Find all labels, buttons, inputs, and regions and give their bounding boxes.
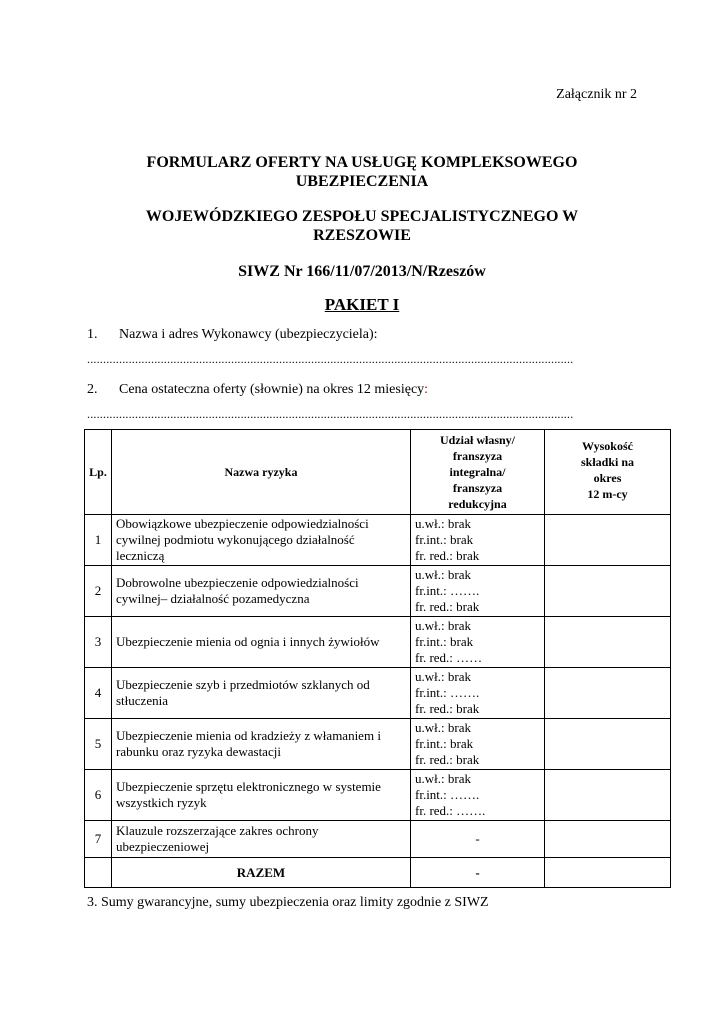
row-reduction-franchise: fr. red.: brak: [415, 701, 480, 716]
table-row: [85, 515, 671, 566]
row-own-share: u.wł.: brak: [415, 567, 471, 582]
row-premium-input[interactable]: [545, 821, 671, 858]
row-premium-input[interactable]: [545, 719, 671, 770]
header-deductible-line4: franszyza: [452, 481, 503, 495]
row-integral-franchise: fr.int.: brak: [415, 736, 474, 751]
header-premium-line4: 12 m-cy: [587, 487, 628, 501]
package-title: PAKIET I: [324, 295, 400, 314]
item-1-text: Nazwa i adres Wykonawcy (ubezpieczyciela):: [119, 327, 378, 342]
header-name: Nazwa ryzyka: [112, 430, 411, 515]
row-integral-franchise[interactable]: fr.int.: …….: [415, 583, 480, 598]
row-lp: 4: [85, 668, 112, 719]
row-deductible: [411, 515, 545, 566]
row-reduction-franchise: fr. red.: brak: [415, 752, 480, 767]
total-dash: -: [411, 858, 545, 888]
header-deductible-line5: redukcyjna: [448, 497, 507, 511]
row-deductible: [411, 719, 545, 770]
table-header-row: [85, 430, 671, 515]
row-reduction-franchise: fr. red.: brak: [415, 599, 480, 614]
row-own-share: u.wł.: brak: [415, 771, 471, 786]
header-deductible: [411, 430, 545, 515]
row-lp: 3: [85, 617, 112, 668]
item-1-number: 1.: [87, 327, 98, 342]
row-premium-input[interactable]: [545, 668, 671, 719]
institution-title-line2: RZESZOWIE: [313, 227, 411, 244]
risk-table: [84, 429, 671, 888]
header-deductible-line2: franszyza: [452, 449, 503, 463]
item-1: [87, 327, 378, 343]
header-deductible-line3: integralna/: [449, 465, 506, 479]
row-premium-input[interactable]: [545, 515, 671, 566]
institution-title-line1: WOJEWÓDZKIEGO ZESPOŁU SPECJALISTYCZNEGO W: [145, 208, 579, 225]
item-3: 3. Sumy gwarancyjne, sumy ubezpieczenia oraz limity zgodnie z SIWZ: [87, 895, 489, 910]
siwz-number: SIWZ Nr 166/11/07/2013/N/Rzeszów: [238, 263, 486, 280]
row-risk-name: Klauzule rozszerzające zakres ochrony ubezpieczeniowej: [112, 821, 411, 858]
annex-label: Załącznik nr 2: [556, 87, 637, 102]
header-premium-line3: okres: [593, 471, 622, 485]
row-premium-input[interactable]: [545, 617, 671, 668]
row-lp: 1: [85, 515, 112, 566]
row-risk-name: Ubezpieczenie mienia od ognia i innych żywiołów: [112, 617, 411, 668]
price-fill-line[interactable]: ........................................................................................................................................................: [87, 407, 574, 421]
row-integral-franchise: fr.int.: brak: [415, 634, 474, 649]
row-own-share: u.wł.: brak: [415, 669, 471, 684]
row-deductible: [411, 566, 545, 617]
row-deductible-dash: -: [411, 821, 545, 858]
table-row: [85, 770, 671, 821]
row-risk-name: Ubezpieczenie mienia od kradzieży z włamaniem i rabunku oraz ryzyka dewastacji: [112, 719, 411, 770]
row-deductible: [411, 668, 545, 719]
table-row: [85, 719, 671, 770]
total-row: [85, 858, 671, 888]
form-title-line2: UBEZPIECZENIA: [295, 173, 429, 190]
row-own-share: u.wł.: brak: [415, 516, 471, 531]
row-integral-franchise: fr.int.: brak: [415, 532, 474, 547]
table-row: [85, 668, 671, 719]
row-reduction-franchise[interactable]: fr. red.: …….: [415, 803, 486, 818]
total-label: RAZEM: [112, 858, 411, 888]
total-premium-input[interactable]: [545, 858, 671, 888]
row-own-share: u.wł.: brak: [415, 720, 471, 735]
table-row: [85, 617, 671, 668]
table-row: [85, 566, 671, 617]
row-integral-franchise[interactable]: fr.int.: …….: [415, 685, 480, 700]
row-reduction-franchise: fr. red.: brak: [415, 548, 480, 563]
contractor-fill-line[interactable]: ........................................................................................................................................................: [87, 352, 574, 366]
header-premium: [545, 430, 671, 515]
row-own-share: u.wł.: brak: [415, 618, 471, 633]
header-premium-line2: składki na: [580, 455, 635, 469]
row-lp: 5: [85, 719, 112, 770]
form-title: [0, 153, 724, 191]
form-title-line1: FORMULARZ OFERTY NA USŁUGĘ KOMPLEKSOWEGO: [146, 154, 578, 171]
item-2: [87, 382, 428, 398]
total-lp-empty: [85, 858, 112, 888]
row-integral-franchise[interactable]: fr.int.: …….: [415, 787, 480, 802]
row-lp: 2: [85, 566, 112, 617]
header-lp: Lp.: [85, 430, 112, 515]
row-premium-input[interactable]: [545, 770, 671, 821]
row-lp: 6: [85, 770, 112, 821]
item-2-colon: :: [424, 382, 429, 397]
item-2-text: Cena ostateczna oferty (słownie) na okres 12 miesięcy: [119, 382, 425, 397]
row-risk-name: Obowiązkowe ubezpieczenie odpowiedzialności cywilnej podmiotu wykonującego działalność leczniczą: [112, 515, 411, 566]
row-risk-name: Ubezpieczenie sprzętu elektronicznego w systemie wszystkich ryzyk: [112, 770, 411, 821]
header-deductible-line1: Udział własny/: [439, 433, 515, 447]
row-deductible: [411, 770, 545, 821]
item-2-number: 2.: [87, 382, 98, 397]
table-row: [85, 821, 671, 858]
row-premium-input[interactable]: [545, 566, 671, 617]
row-risk-name: Dobrowolne ubezpieczenie odpowiedzialności cywilnej– działalność pozamedyczna: [112, 566, 411, 617]
institution-title: [0, 207, 724, 245]
header-premium-line1: Wysokość: [582, 439, 633, 453]
row-deductible: [411, 617, 545, 668]
row-reduction-franchise[interactable]: fr. red.: ……: [415, 650, 483, 665]
row-lp: 7: [85, 821, 112, 858]
row-risk-name: Ubezpieczenie szyb i przedmiotów szklanych od stłuczenia: [112, 668, 411, 719]
